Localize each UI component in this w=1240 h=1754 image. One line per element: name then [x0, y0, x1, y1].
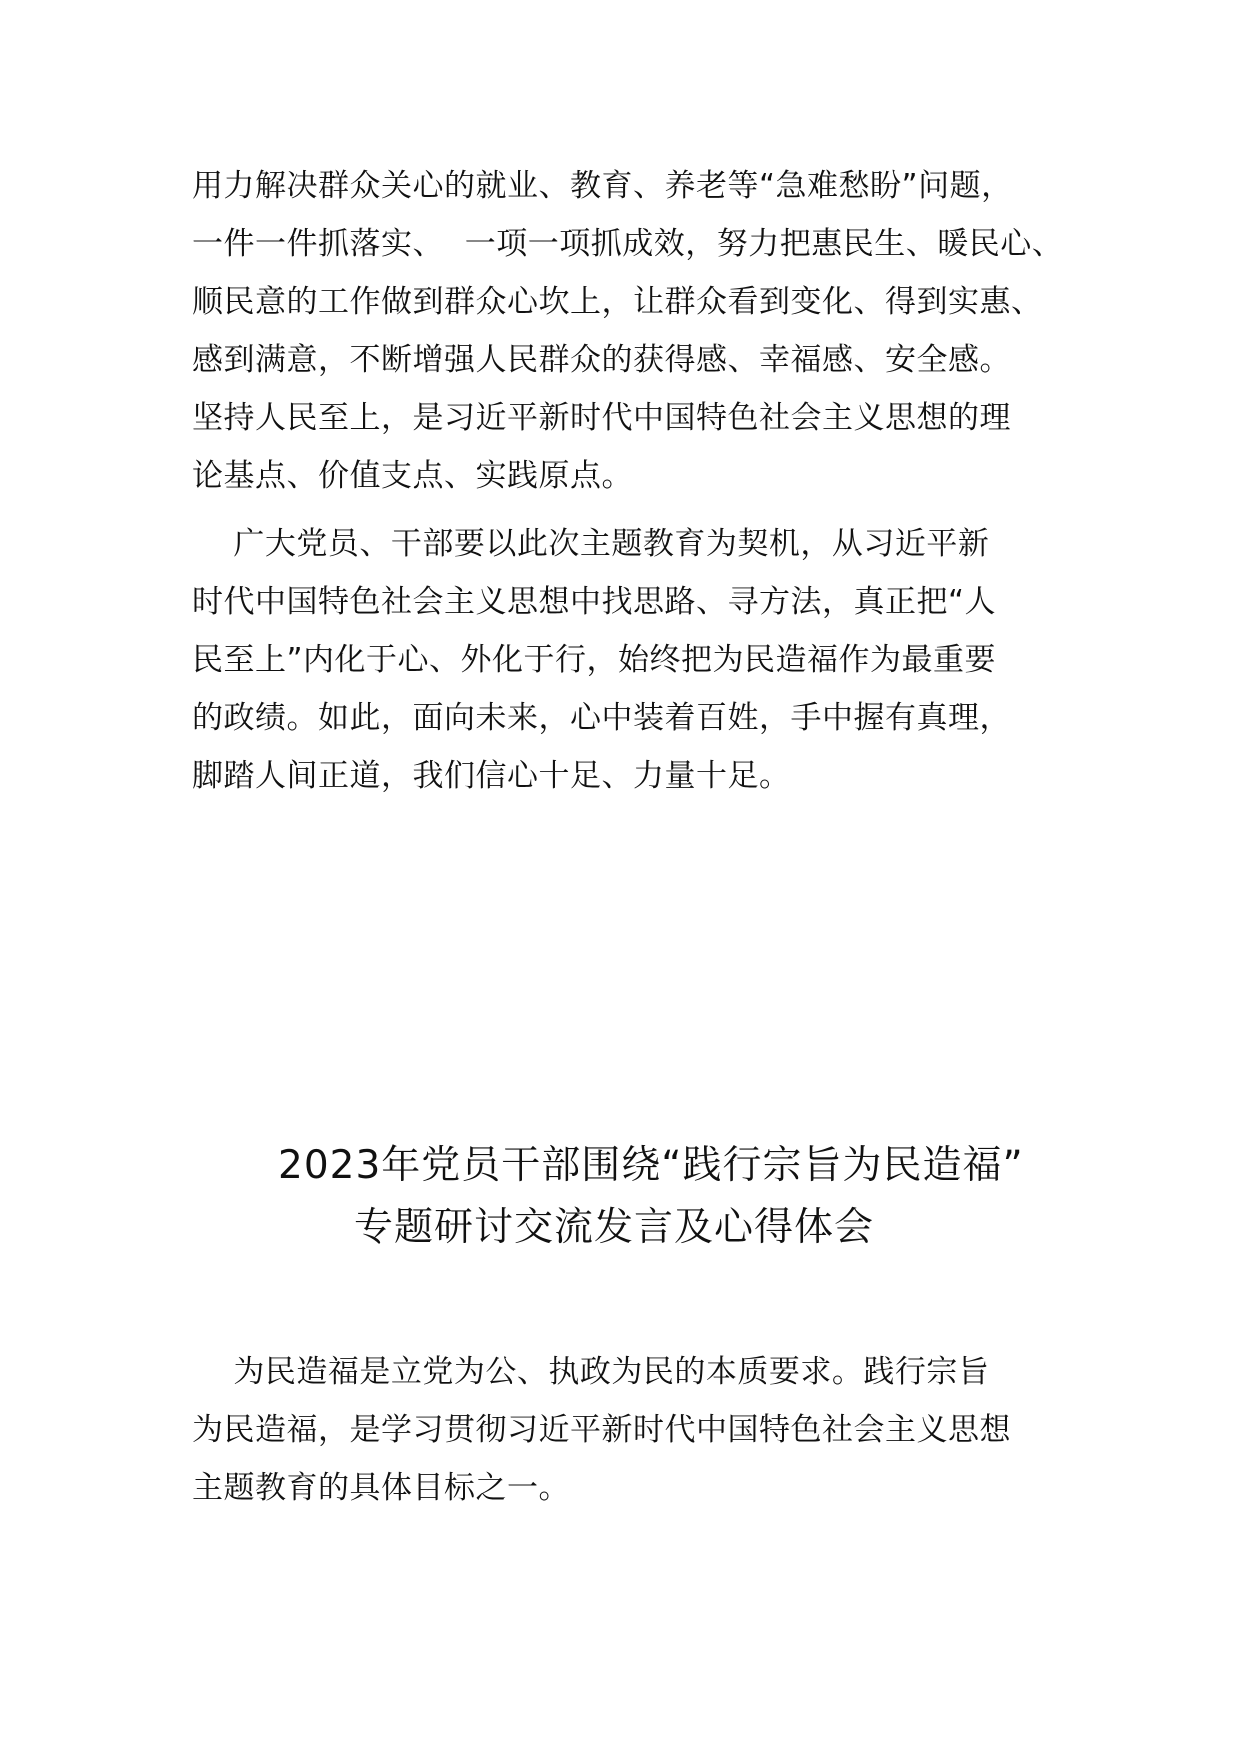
text-line: 感到满意，不断增强人民群众的获得感、幸福感、安全感。	[192, 342, 1011, 378]
text-line: 时代中国特色社会主义思想中找思路、寻方法，真正把“人	[192, 584, 997, 620]
text-line: 坚持人民至上，是习近平新时代中国特色社会主义思想的理	[192, 400, 1011, 436]
text-line: 主题教育的具体目标之一。	[192, 1470, 570, 1506]
text-line: 论基点、价值支点、实践原点。	[192, 458, 633, 494]
text-line: 民至上”内化于心、外化于行，始终把为民造福作为最重要	[192, 642, 997, 678]
text-line: 脚踏人间正道，我们信心十足、力量十足。	[192, 758, 791, 794]
text-line: 顺民意的工作做到群众心坎上，让群众看到变化、得到实惠、	[192, 284, 1043, 320]
text-line: 用力解决群众关心的就业、教育、养老等“急难愁盼”问题，	[192, 168, 1013, 204]
text-line: 一件一件抓落实、 一项一项抓成效，努力把惠民生、暖民心、	[192, 226, 1064, 262]
title-line-2: 专题研讨交流发言及心得体会	[354, 1205, 875, 1250]
text-line: 的政绩。如此，面向未来，心中装着百姓，手中握有真理，	[192, 700, 1011, 736]
text-line: 为民造福，是学习贯彻习近平新时代中国特色社会主义思想	[192, 1412, 1011, 1448]
text-line: 广大党员、干部要以此次主题教育为契机，从习近平新	[192, 526, 990, 562]
title-line-1: 2023年党员干部围绕“践行宗旨为民造福”	[278, 1143, 1024, 1188]
text-line: 为民造福是立党为公、执政为民的本质要求。践行宗旨	[192, 1354, 990, 1390]
